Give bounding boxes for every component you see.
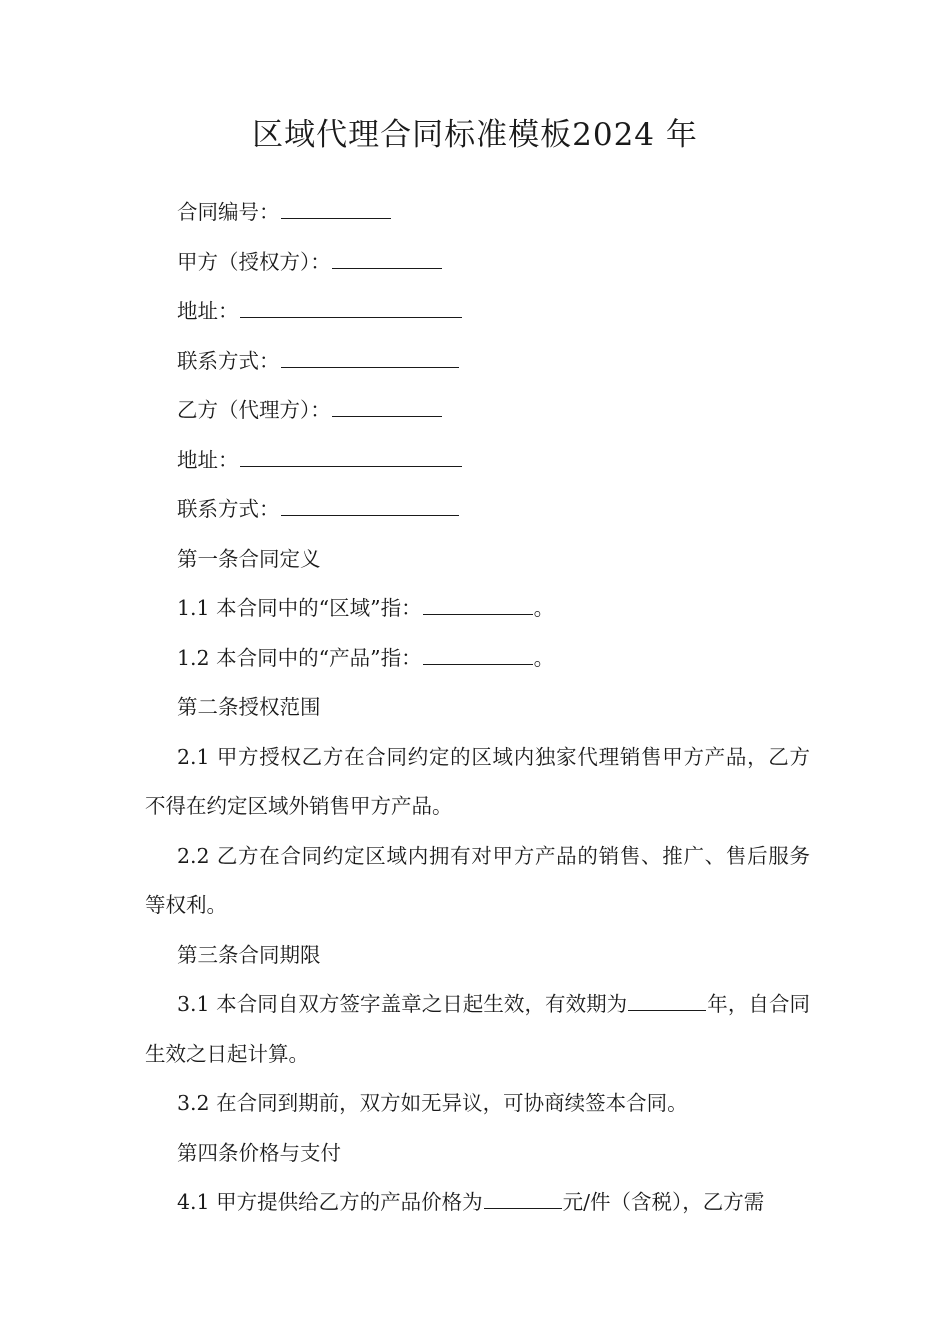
section-1-heading: 第一条合同定义 bbox=[177, 546, 321, 571]
party-b-address-blank bbox=[240, 446, 462, 467]
party-b-address-label: 地址： bbox=[177, 447, 239, 472]
clause-3-1-end: 年，自合同生效之日起计算。 bbox=[145, 992, 810, 1066]
document-title: 区域代理合同标准模板2024 年 bbox=[252, 117, 698, 153]
party-b-line bbox=[145, 386, 810, 436]
section-4-heading: 第四条价格与支付 bbox=[177, 1140, 341, 1165]
party-a-address-line bbox=[145, 287, 810, 337]
clause-2-2: 2.2 乙方在合同约定区域内拥有对甲方产品的销售、推广、售后服务等权利。 bbox=[145, 843, 810, 917]
party-b-blank bbox=[332, 396, 442, 417]
clause-1-2-end: 。 bbox=[533, 645, 555, 670]
party-b-contact-line bbox=[145, 485, 810, 535]
party-a-address-label: 地址： bbox=[177, 299, 239, 323]
party-a-contact-blank bbox=[281, 347, 459, 368]
clause-3-1-text: 3.1 本合同自双方签字盖章之日起生效，有效期为 bbox=[177, 992, 628, 1016]
clause-2-1: 2.1 甲方授权乙方在合同约定的区域内独家代理销售甲方产品，乙方不得在约定区域外销售甲方产品。 bbox=[145, 744, 810, 818]
clause-1-1-end: 。 bbox=[533, 596, 555, 620]
party-a-label: 甲方（授权方）： bbox=[177, 249, 331, 274]
party-b-contact-blank bbox=[281, 495, 459, 516]
contract-number-line bbox=[145, 188, 810, 238]
clause-1-2 bbox=[145, 634, 810, 684]
clause-4-1-end: 元/件（含税），乙方需 bbox=[562, 1190, 765, 1214]
clause-3-1-blank bbox=[628, 990, 706, 1011]
party-a-blank bbox=[332, 248, 442, 269]
party-a-contact-line bbox=[145, 337, 810, 387]
party-b-contact-label: 联系方式： bbox=[177, 497, 280, 521]
clause-1-1 bbox=[145, 584, 810, 634]
clause-1-1-text: 1.1 本合同中的“区域”指： bbox=[177, 596, 422, 620]
party-a-line bbox=[145, 238, 810, 288]
party-a-address-blank bbox=[240, 297, 462, 318]
clause-4-1-text: 4.1 甲方提供给乙方的产品价格为 bbox=[177, 1190, 483, 1214]
clause-1-2-blank bbox=[423, 644, 533, 665]
party-b-address-line bbox=[145, 436, 810, 486]
document-body bbox=[145, 188, 810, 1228]
clause-3-2: 3.2 在合同到期前，双方如无异议，可协商续签本合同。 bbox=[177, 1091, 688, 1115]
party-a-contact-label: 联系方式： bbox=[177, 348, 280, 373]
clause-3-1 bbox=[145, 980, 810, 1079]
clause-4-1 bbox=[145, 1178, 810, 1228]
party-b-label: 乙方（代理方）： bbox=[177, 398, 331, 422]
clause-1-1-blank bbox=[423, 594, 533, 615]
contract-number-label: 合同编号： bbox=[177, 200, 280, 224]
contract-number-blank bbox=[281, 198, 391, 219]
clause-1-2-text: 1.2 本合同中的“产品”指： bbox=[177, 645, 422, 670]
section-3-heading: 第三条合同期限 bbox=[177, 942, 321, 967]
clause-4-1-blank bbox=[484, 1188, 562, 1209]
section-2-heading: 第二条授权范围 bbox=[177, 695, 321, 719]
